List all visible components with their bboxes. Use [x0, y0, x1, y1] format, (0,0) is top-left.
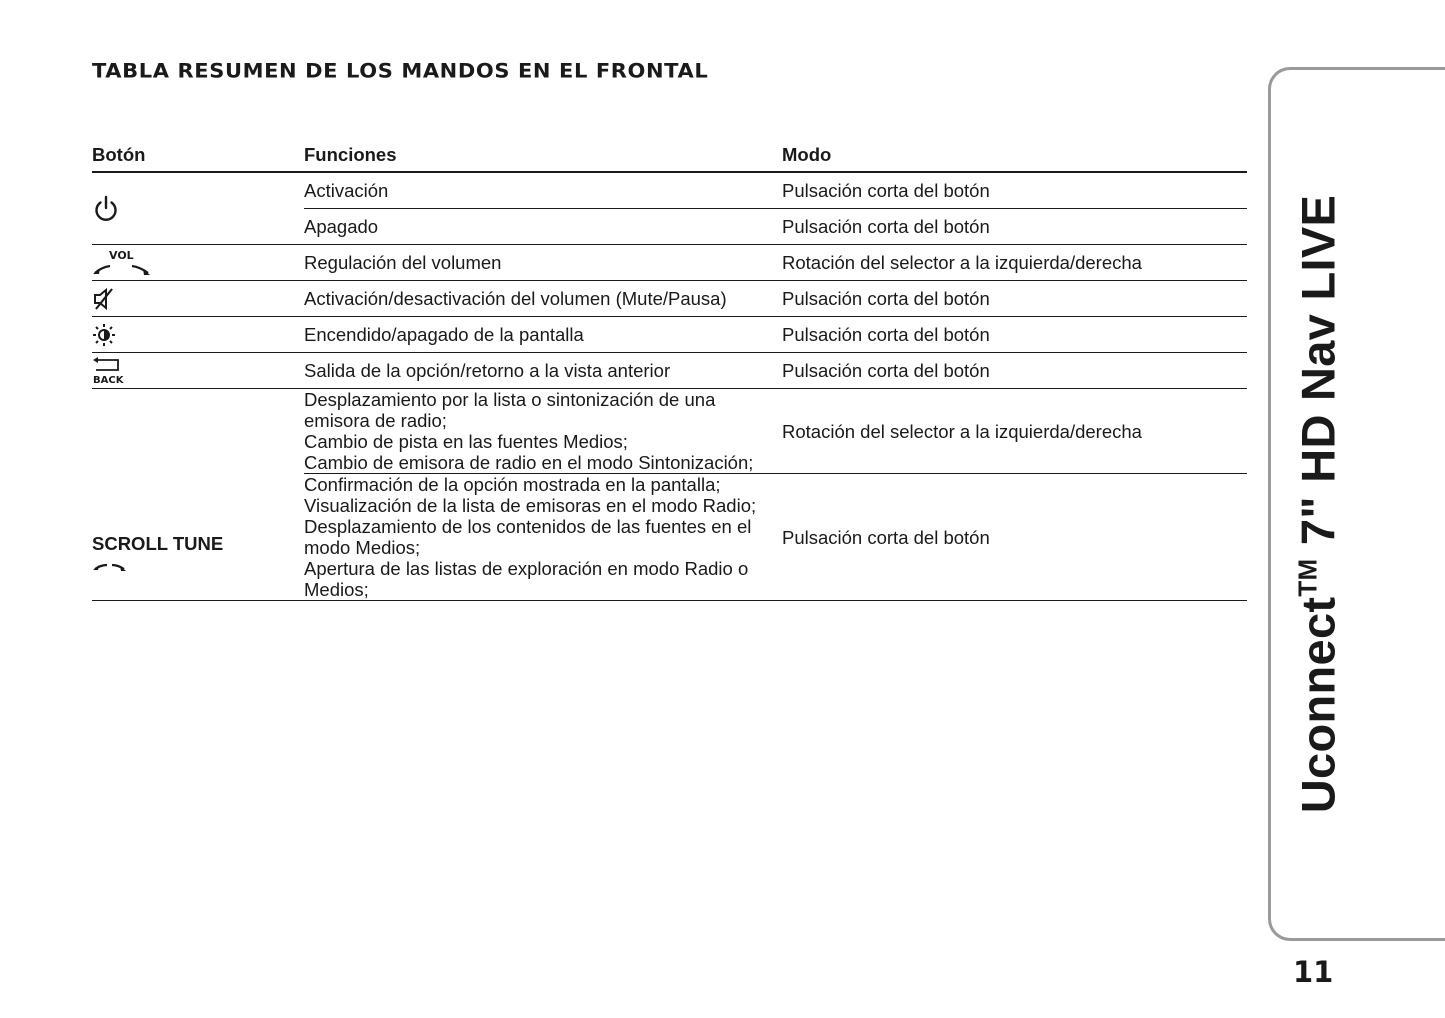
table-header-row — [92, 138, 1247, 172]
back-button-cell — [92, 353, 304, 389]
chapter-model: 7" HD Nav LIVE — [1291, 194, 1345, 559]
function-line: Medios; — [304, 579, 369, 600]
chapter-title — [1291, 195, 1346, 813]
chapter-product: Uconnect — [1291, 596, 1345, 814]
mode-cell: Pulsación corta del botón — [782, 474, 1247, 601]
function-cell: Activación/desactivación del volumen (Mute/Pausa) — [304, 281, 782, 317]
header-button: Botón — [92, 138, 304, 172]
function-line: Desplazamiento por la lista o sintonización de una — [304, 389, 716, 410]
scroll-tune-knob-icon — [92, 559, 128, 573]
mode-cell: Pulsación corta del botón — [782, 281, 1247, 317]
trademark-mark: TM — [1292, 558, 1323, 597]
function-cell: Activación — [304, 172, 782, 209]
mute-button-cell — [92, 281, 304, 317]
volume-knob-cell — [92, 245, 304, 281]
function-cell: Apagado — [304, 209, 782, 245]
vol-label: VOL — [109, 248, 134, 262]
function-line: Cambio de emisora de radio en el modo Sintonización; — [304, 452, 754, 473]
table-row — [92, 245, 1247, 281]
mode-cell: Pulsación corta del botón — [782, 209, 1247, 245]
controls-table — [92, 138, 1247, 601]
table-row — [92, 281, 1247, 317]
mode-cell: Pulsación corta del botón — [782, 317, 1247, 353]
function-line: modo Medios; — [304, 537, 421, 558]
page-title: TABLA RESUMEN DE LOS MANDOS EN EL FRONTAL — [92, 60, 709, 83]
function-line: Cambio de pista en las fuentes Medios; — [304, 431, 628, 452]
function-cell: Regulación del volumen — [304, 245, 782, 281]
table-row — [92, 389, 1247, 474]
scroll-tune-cell — [92, 389, 304, 601]
function-line: Apertura de las listas de exploración en modo Radio o — [304, 558, 749, 579]
table-row — [92, 317, 1247, 353]
function-cell: Encendido/apagado de la pantalla — [304, 317, 782, 353]
function-cell-rotate — [304, 389, 782, 474]
page-number: 11 — [1293, 955, 1334, 989]
function-cell: Salida de la opción/retorno a la vista anterior — [304, 353, 782, 389]
header-mode: Modo — [782, 138, 1247, 172]
table-row — [92, 172, 1247, 209]
function-line: Visualización de la lista de emisoras en el modo Radio; — [304, 495, 757, 516]
mode-cell: Pulsación corta del botón — [782, 353, 1247, 389]
display-button-cell — [92, 317, 304, 353]
back-label: BACK — [93, 374, 124, 386]
scroll-tune-label: SCROLL TUNE — [92, 532, 224, 554]
mute-icon — [92, 287, 116, 311]
mode-cell: Rotación del selector a la izquierda/derecha — [782, 245, 1247, 281]
table-row — [92, 353, 1247, 389]
function-line: Confirmación de la opción mostrada en la pantalla; — [304, 474, 721, 495]
mode-cell: Rotación del selector a la izquierda/derecha — [782, 389, 1247, 474]
power-icon — [92, 194, 120, 224]
function-line: Desplazamiento de los contenidos de las fuentes en el — [304, 516, 752, 537]
power-button-cell — [92, 172, 304, 245]
display-brightness-icon — [92, 323, 116, 347]
mode-cell: Pulsación corta del botón — [782, 172, 1247, 209]
header-functions: Funciones — [304, 138, 782, 172]
function-line: emisora de radio; — [304, 410, 447, 431]
back-icon — [92, 356, 124, 386]
function-cell-press — [304, 474, 782, 601]
volume-knob-icon — [92, 248, 152, 278]
